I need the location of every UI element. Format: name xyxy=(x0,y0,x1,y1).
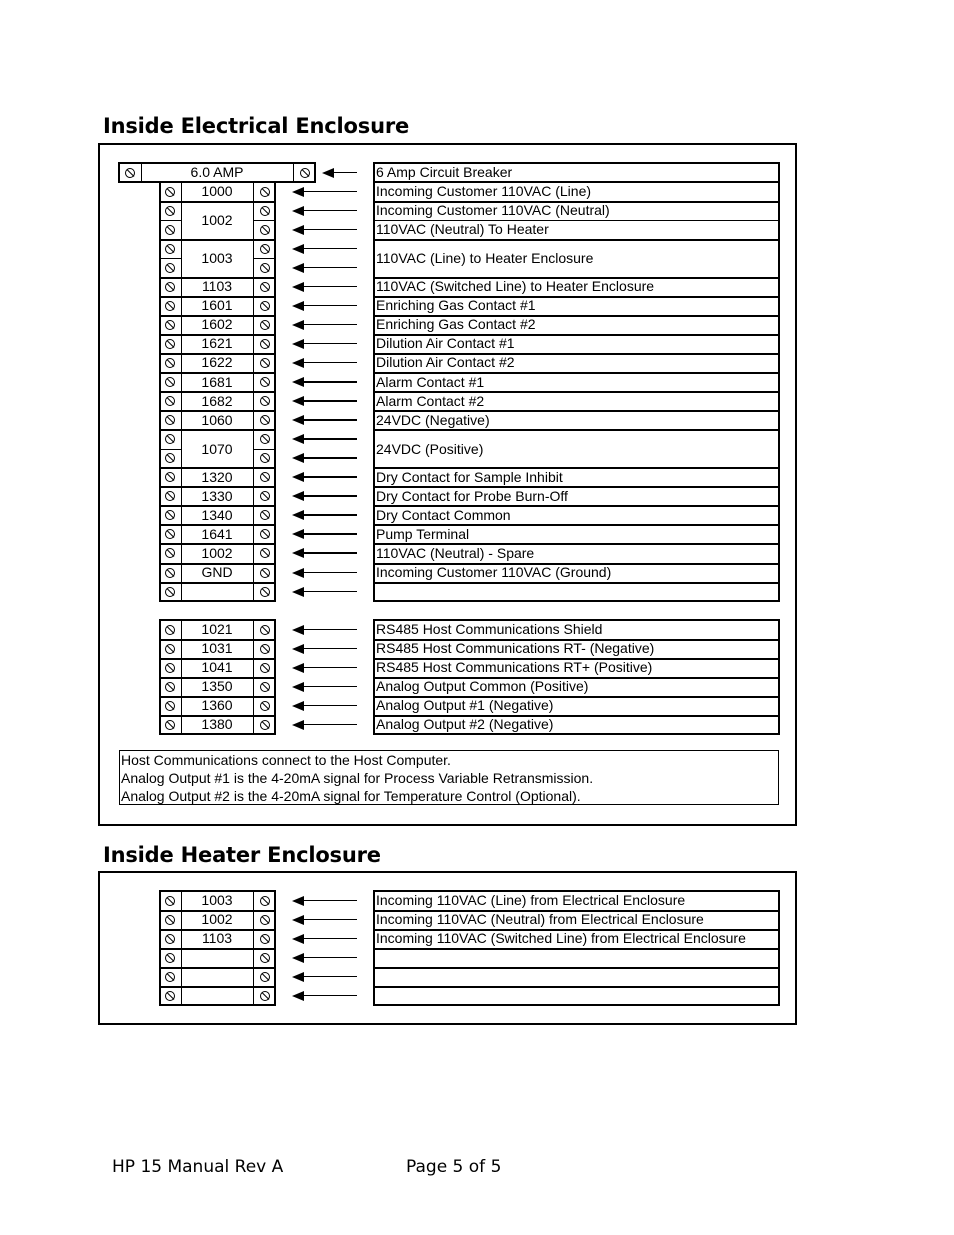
terminal-screw-icon xyxy=(260,568,270,578)
row-divider xyxy=(253,220,276,221)
terminal-screw-icon xyxy=(260,434,270,444)
terminal-description: Incoming 110VAC (Line) from Electrical Enclosure xyxy=(376,892,686,908)
terminal-description: Dilution Air Contact #1 xyxy=(376,335,515,352)
arrow-left-icon xyxy=(292,187,357,197)
terminal-description: Incoming Customer 110VAC (Neutral) xyxy=(376,202,610,219)
arrow-shaft xyxy=(302,362,357,364)
arrow-left-icon xyxy=(292,472,357,482)
terminal-screw-icon xyxy=(260,701,270,711)
terminal-number: 1003 xyxy=(201,250,233,267)
terminal-description xyxy=(373,948,376,967)
terminal-screw-icon xyxy=(165,915,175,925)
notes-box xyxy=(119,750,779,805)
arrow-left-icon xyxy=(292,320,357,330)
terminal-screw-icon xyxy=(165,377,175,387)
terminal-screw-icon xyxy=(260,896,270,906)
arrow-shaft xyxy=(302,900,357,902)
terminal-screw-icon xyxy=(260,915,270,925)
terminal-description: Incoming 110VAC (Switched Line) from Electrical Enclosure xyxy=(376,930,746,947)
arrow-shaft xyxy=(302,495,357,497)
terminal-screw-icon xyxy=(165,339,175,349)
arrow-shaft xyxy=(302,286,357,288)
terminal-description: Dilution Air Contact #2 xyxy=(376,354,515,371)
terminal-screw-icon xyxy=(260,934,270,944)
terminal-screw-icon xyxy=(260,587,270,597)
terminal-screw-icon xyxy=(165,187,175,197)
terminal-description: Pump Terminal xyxy=(376,525,470,542)
arrow-left-icon xyxy=(292,206,357,216)
heater-enclosure-title: Inside Heater Enclosure xyxy=(103,843,381,867)
arrow-shaft xyxy=(302,343,357,345)
group-divider xyxy=(373,582,780,584)
terminal-description: 110VAC (Neutral) To Heater xyxy=(376,221,549,238)
terminal-screw-icon xyxy=(165,701,175,711)
terminal-screw-icon xyxy=(260,991,270,1001)
terminal-number: 1622 xyxy=(201,354,233,371)
terminal-screw-icon xyxy=(165,663,175,673)
terminal-number: 1360 xyxy=(201,697,233,714)
arrow-shaft xyxy=(302,400,357,402)
terminal-number xyxy=(181,967,253,986)
terminal-screw-icon xyxy=(165,896,175,906)
terminal-screw-icon xyxy=(165,225,175,235)
terminal-number xyxy=(181,582,253,601)
arrow-shaft xyxy=(302,724,357,726)
terminal-description: RS485 Host Communications RT+ (Positive) xyxy=(376,659,653,676)
arrow-shaft xyxy=(302,919,357,921)
arrow-shaft xyxy=(302,938,357,940)
arrow-left-icon xyxy=(292,720,357,730)
arrow-shaft xyxy=(302,957,357,959)
terminal-number: 1641 xyxy=(201,525,233,542)
terminal-screw-icon xyxy=(260,953,270,963)
terminal-number: 1330 xyxy=(201,487,233,504)
arrow-left-icon xyxy=(292,377,357,387)
arrow-left-icon xyxy=(292,263,357,273)
terminal-screw-icon xyxy=(260,972,270,982)
electrical-enclosure-title: Inside Electrical Enclosure xyxy=(103,114,410,138)
arrow-shaft xyxy=(302,667,357,669)
arrow-shaft xyxy=(302,267,357,269)
arrow-shaft xyxy=(332,172,357,174)
row-divider xyxy=(159,220,181,221)
terminal-screw-icon xyxy=(260,339,270,349)
terminal-description: Incoming Customer 110VAC (Ground) xyxy=(376,564,612,580)
terminal-description: Dry Contact for Sample Inhibit xyxy=(376,468,563,485)
terminal-description: 110VAC (Neutral) - Spare xyxy=(376,544,535,561)
terminal-number: 1002 xyxy=(201,544,233,561)
arrow-shaft xyxy=(302,476,357,478)
terminal-number xyxy=(181,948,253,967)
terminal-screw-icon xyxy=(260,548,270,558)
arrow-left-icon xyxy=(292,625,357,635)
terminal-screw-icon xyxy=(165,301,175,311)
terminal-description: Alarm Contact #2 xyxy=(376,392,485,409)
arrow-left-icon xyxy=(292,682,357,692)
arrow-shaft xyxy=(302,248,357,250)
terminal-number: 1002 xyxy=(201,911,233,928)
terminal-screw-icon xyxy=(165,320,175,330)
terminal-screw-icon xyxy=(165,720,175,730)
group-divider xyxy=(373,967,780,969)
arrow-left-icon xyxy=(322,168,357,178)
terminal-screw-icon xyxy=(260,644,270,654)
terminal-screw-icon xyxy=(260,396,270,406)
terminal-screw-icon xyxy=(165,358,175,368)
terminal-screw-icon xyxy=(165,491,175,501)
terminal-number: 1002 xyxy=(201,212,233,229)
terminal-screw-icon xyxy=(125,168,135,178)
arrow-shaft xyxy=(302,514,357,516)
terminal-number: 1031 xyxy=(201,640,233,657)
note-line: Analog Output #2 is the 4-20mA signal for Temperature Control (Optional). xyxy=(121,788,581,804)
arrow-shaft xyxy=(302,629,357,631)
terminal-description: Incoming Customer 110VAC (Line) xyxy=(376,183,592,199)
terminal-number: 1060 xyxy=(201,411,233,428)
terminal-description: Dry Contact for Probe Burn-Off xyxy=(376,487,568,504)
terminal-screw-icon xyxy=(165,396,175,406)
note-line: Host Communications connect to the Host Computer. xyxy=(121,752,451,768)
note-line: Analog Output #1 is the 4-20mA signal for Process Variable Retransmission. xyxy=(121,770,594,786)
terminal-number: 1320 xyxy=(201,468,233,485)
terminal-number: 1041 xyxy=(201,659,233,676)
terminal-screw-icon xyxy=(260,282,270,292)
arrow-left-icon xyxy=(292,339,357,349)
terminal-description: Alarm Contact #1 xyxy=(376,373,485,390)
terminal-description xyxy=(373,967,376,986)
terminal-description: Dry Contact Common xyxy=(376,506,511,523)
terminal-screw-icon xyxy=(165,434,175,444)
terminal-number: 1681 xyxy=(201,373,233,390)
arrow-shaft xyxy=(302,229,357,231)
arrow-shaft xyxy=(302,305,357,307)
terminal-description xyxy=(373,582,376,601)
arrow-shaft xyxy=(302,995,357,997)
arrow-left-icon xyxy=(292,915,357,925)
terminal-screw-icon xyxy=(165,953,175,963)
arrow-left-icon xyxy=(292,282,357,292)
arrow-shaft xyxy=(302,533,357,535)
terminal-description xyxy=(373,986,376,1005)
terminal-screw-icon xyxy=(165,568,175,578)
terminal-number: 1103 xyxy=(201,278,233,295)
terminal-screw-icon xyxy=(165,682,175,692)
terminal-screw-icon xyxy=(260,187,270,197)
arrow-shaft xyxy=(302,648,357,650)
terminal-screw-icon xyxy=(260,682,270,692)
terminal-screw-icon xyxy=(260,663,270,673)
terminal-screw-icon xyxy=(165,244,175,254)
arrow-left-icon xyxy=(292,510,357,520)
arrow-left-icon xyxy=(292,225,357,235)
terminal-number: 1621 xyxy=(201,335,233,352)
group-divider xyxy=(373,948,780,950)
arrow-left-icon xyxy=(292,491,357,501)
terminal-screw-icon xyxy=(165,472,175,482)
arrow-left-icon xyxy=(292,587,357,597)
terminal-number: GND xyxy=(201,564,233,580)
arrow-left-icon xyxy=(292,972,357,982)
arrow-shaft xyxy=(302,419,357,421)
terminal-screw-icon xyxy=(260,625,270,635)
terminal-screw-icon xyxy=(260,358,270,368)
terminal-screw-icon xyxy=(260,453,270,463)
terminal-screw-icon xyxy=(260,472,270,482)
terminal-description: 24VDC (Positive) xyxy=(376,440,484,457)
arrow-shaft xyxy=(302,191,357,193)
terminal-screw-icon xyxy=(165,453,175,463)
row-divider xyxy=(253,258,276,259)
arrow-left-icon xyxy=(292,663,357,673)
terminal-number: 1070 xyxy=(201,440,233,457)
terminal-number: 1021 xyxy=(201,621,233,637)
terminal-screw-icon xyxy=(260,263,270,273)
terminal-screw-icon xyxy=(260,491,270,501)
terminal-number: 1103 xyxy=(201,930,233,947)
terminal-screw-icon xyxy=(165,510,175,520)
terminal-screw-icon xyxy=(260,377,270,387)
terminal-screw-icon xyxy=(260,529,270,539)
terminal-description: 110VAC (Switched Line) to Heater Enclosure xyxy=(376,278,655,295)
terminal-screw-icon xyxy=(165,644,175,654)
arrow-left-icon xyxy=(292,434,357,444)
terminal-number: 1380 xyxy=(201,716,233,733)
row-divider xyxy=(159,449,181,450)
terminal-screw-icon xyxy=(300,168,310,178)
arrow-shaft xyxy=(302,381,357,383)
footer-doc-title: HP 15 Manual Rev A xyxy=(112,1157,284,1177)
terminal-screw-icon xyxy=(260,244,270,254)
arrow-shaft xyxy=(302,210,357,212)
row-divider xyxy=(373,220,780,221)
terminal-screw-icon xyxy=(165,263,175,273)
terminal-description: 24VDC (Negative) xyxy=(376,411,490,428)
footer-page-number: Page 5 of 5 xyxy=(406,1157,502,1177)
terminal-screw-icon xyxy=(260,301,270,311)
terminal-description: 110VAC (Line) to Heater Enclosure xyxy=(376,250,594,267)
arrow-shaft xyxy=(302,324,357,326)
terminal-description: Incoming 110VAC (Neutral) from Electrical Enclosure xyxy=(376,911,704,928)
terminal-description: RS485 Host Communications RT- (Negative) xyxy=(376,640,655,657)
terminal-description: Analog Output Common (Positive) xyxy=(376,678,589,695)
arrow-shaft xyxy=(302,457,357,459)
terminal-number: 1350 xyxy=(201,678,233,695)
arrow-left-icon xyxy=(292,358,357,368)
terminal-number: 1601 xyxy=(201,297,233,314)
arrow-shaft xyxy=(302,705,357,707)
arrow-left-icon xyxy=(292,953,357,963)
row-divider xyxy=(159,258,181,259)
terminal-screw-icon xyxy=(260,320,270,330)
terminal-number: 1682 xyxy=(201,392,233,409)
terminal-screw-icon xyxy=(165,972,175,982)
arrow-left-icon xyxy=(292,396,357,406)
arrow-left-icon xyxy=(292,415,357,425)
arrow-left-icon xyxy=(292,991,357,1001)
terminal-screw-icon xyxy=(165,934,175,944)
arrow-shaft xyxy=(302,438,357,440)
terminal-screw-icon xyxy=(260,720,270,730)
terminal-description: Analog Output #1 (Negative) xyxy=(376,697,554,714)
terminal-screw-icon xyxy=(165,548,175,558)
breaker-description: 6 Amp Circuit Breaker xyxy=(376,164,513,180)
terminal-number: 1003 xyxy=(201,892,233,908)
terminal-number: 1340 xyxy=(201,506,233,523)
terminal-screw-icon xyxy=(165,206,175,216)
arrow-left-icon xyxy=(292,934,357,944)
terminal-description: Enriching Gas Contact #1 xyxy=(376,297,536,314)
row-divider xyxy=(253,449,276,450)
terminal-number: 1602 xyxy=(201,316,233,333)
arrow-left-icon xyxy=(292,301,357,311)
terminal-screw-icon xyxy=(260,510,270,520)
arrow-shaft xyxy=(302,591,357,593)
arrow-left-icon xyxy=(292,244,357,254)
arrow-left-icon xyxy=(292,548,357,558)
group-divider xyxy=(373,986,780,988)
terminal-screw-icon xyxy=(165,282,175,292)
arrow-left-icon xyxy=(292,896,357,906)
terminal-number xyxy=(181,986,253,1005)
arrow-left-icon xyxy=(292,529,357,539)
arrow-left-icon xyxy=(292,568,357,578)
strip-divider xyxy=(293,162,294,183)
terminal-screw-icon xyxy=(165,991,175,1001)
terminal-screw-icon xyxy=(165,529,175,539)
arrow-shaft xyxy=(302,552,357,554)
arrow-shaft xyxy=(302,572,357,574)
arrow-left-icon xyxy=(292,701,357,711)
terminal-screw-icon xyxy=(260,415,270,425)
breaker-rating: 6.0 AMP xyxy=(190,164,244,180)
terminal-description: Analog Output #2 (Negative) xyxy=(376,716,554,733)
arrow-shaft xyxy=(302,976,357,978)
terminal-screw-icon xyxy=(165,415,175,425)
arrow-left-icon xyxy=(292,644,357,654)
terminal-screw-icon xyxy=(165,625,175,635)
terminal-screw-icon xyxy=(165,587,175,597)
terminal-description: RS485 Host Communications Shield xyxy=(376,621,603,637)
arrow-shaft xyxy=(302,686,357,688)
terminal-screw-icon xyxy=(260,225,270,235)
terminal-number: 1000 xyxy=(201,183,233,199)
terminal-description: Enriching Gas Contact #2 xyxy=(376,316,536,333)
terminal-screw-icon xyxy=(260,206,270,216)
arrow-left-icon xyxy=(292,453,357,463)
